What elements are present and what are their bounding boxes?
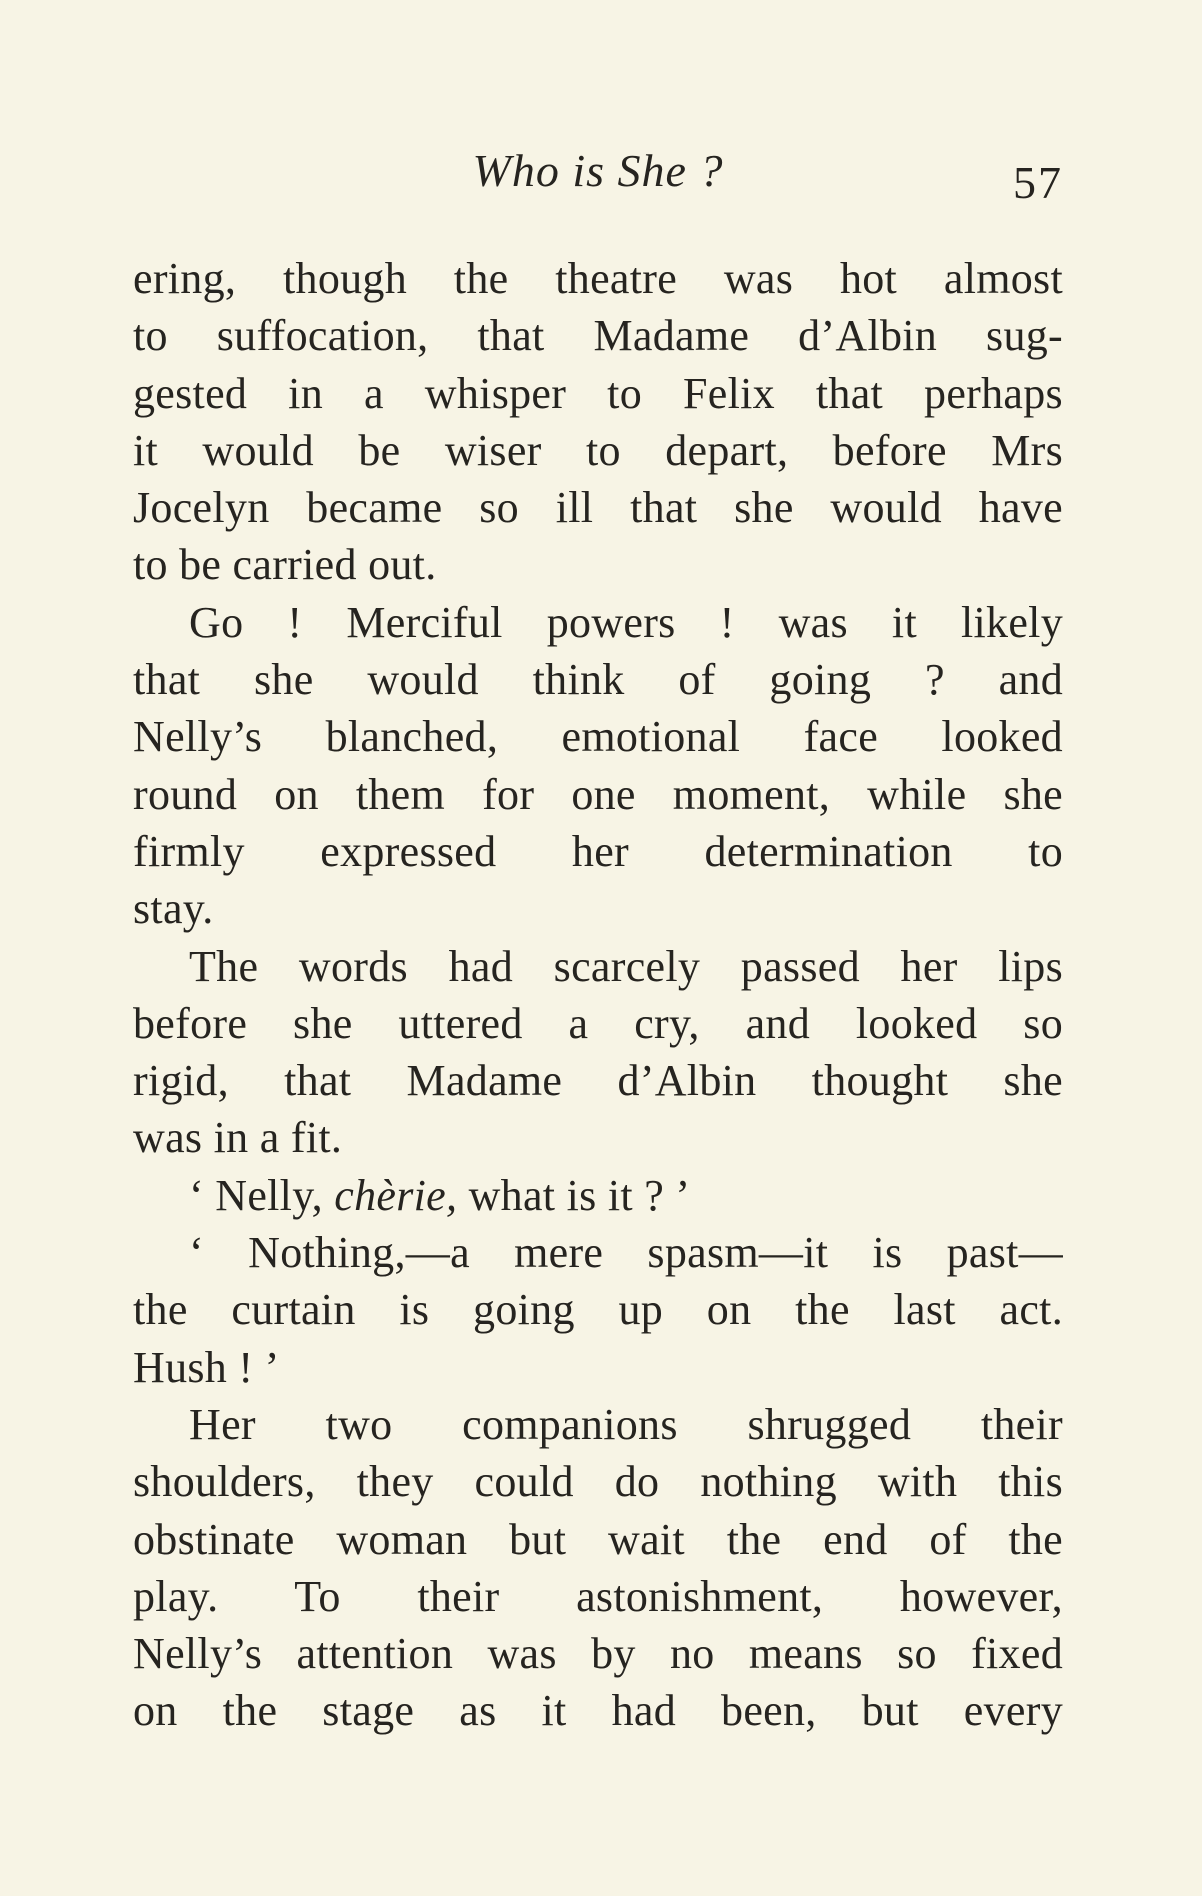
text-line: to suffocation, that Madame d’Albin sug-: [133, 311, 1063, 361]
text-line: ering, though the theatre was hot almost: [133, 254, 1063, 303]
text-line: shoulders, they could do nothing with this: [133, 1457, 1063, 1507]
italic-word: chèrie,: [334, 1170, 458, 1220]
text-line: The words had scarcely passed her lips: [189, 941, 1063, 991]
text-line: was in a fit.: [133, 1113, 343, 1163]
text-line: the curtain is going up on the last act.: [133, 1285, 1063, 1335]
page-number: 57: [1013, 157, 1063, 208]
text-line: gested in a whisper to Felix that perhaps: [133, 368, 1063, 418]
text-line: Jocelyn became so ill that she would have: [133, 483, 1063, 533]
dialogue-line: [133, 1167, 1063, 1224]
body-text: [133, 250, 1063, 1740]
text-line: to be carried out.: [133, 540, 437, 590]
text-line: Go ! Merciful powers ! was it likely: [189, 597, 1063, 647]
text-line: that she would think of going ? and: [133, 655, 1063, 705]
running-head: [133, 144, 1063, 208]
text-line: before she uttered a cry, and looked so: [133, 998, 1063, 1048]
text-line: Nelly’s attention was by no means so fixed: [133, 1629, 1063, 1679]
text-line: ‘ Nothing,—a mere spasm—it is past—: [189, 1228, 1063, 1278]
text-line: on the stage as it had been, but every: [133, 1686, 1063, 1736]
text-line: Her two companions shrugged their: [189, 1399, 1063, 1449]
text-line: round on them for one moment, while she: [133, 769, 1063, 819]
dialogue-text: what is it ? ’: [457, 1170, 691, 1220]
text-line: stay.: [133, 884, 214, 934]
text-line: play. To their astonishment, however,: [133, 1571, 1063, 1621]
text-line: it would be wiser to depart, before Mrs: [133, 425, 1063, 475]
text-line: Nelly’s blanched, emotional face looked: [133, 712, 1063, 762]
text-line: rigid, that Madame d’Albin thought she: [133, 1056, 1063, 1106]
dialogue-text: ‘ Nelly,: [189, 1170, 335, 1220]
text-line: firmly expressed her determination to: [133, 826, 1063, 876]
running-title: Who is She ?: [472, 145, 724, 196]
text-line: Hush ! ’: [133, 1342, 280, 1392]
text-line: obstinate woman but wait the end of the: [133, 1514, 1063, 1564]
